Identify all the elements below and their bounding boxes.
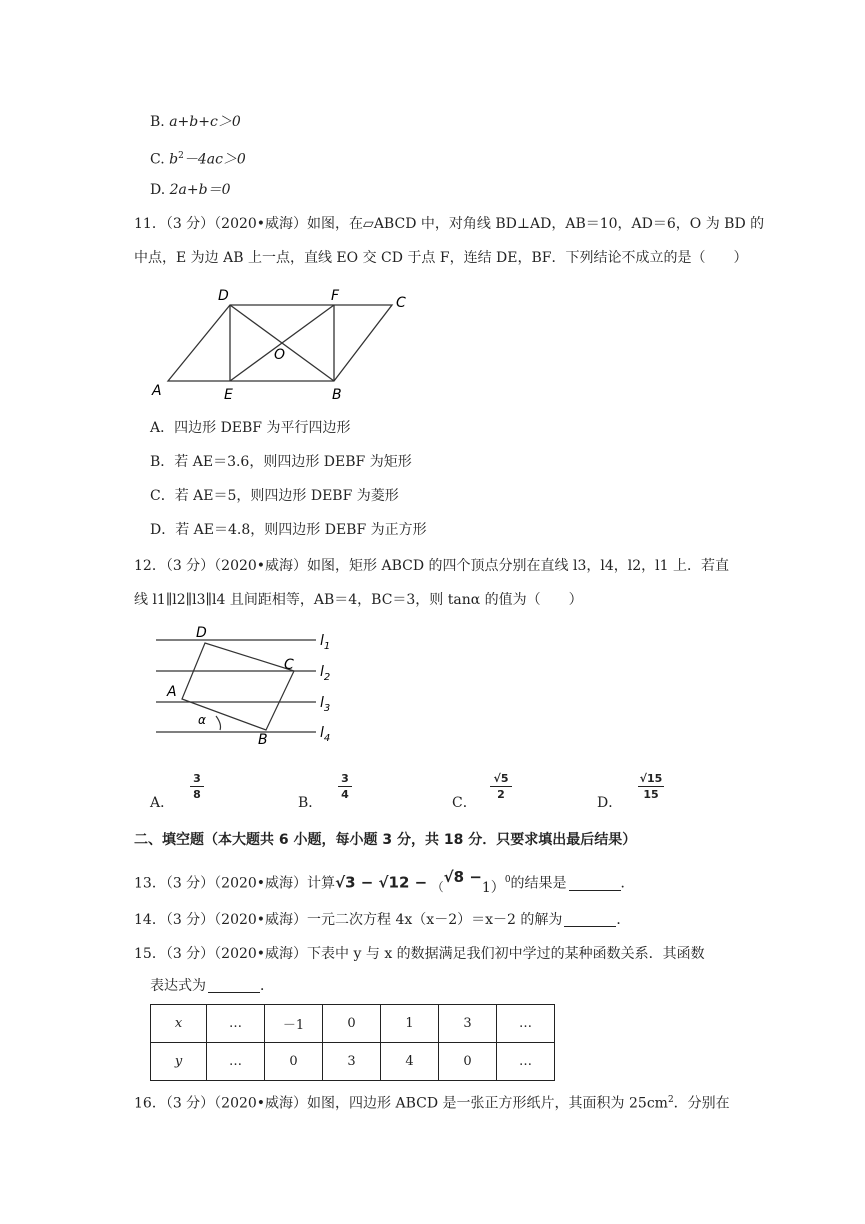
q11-option-b: B．若 AE＝3.6，则四边形 DEBF 为矩形 <box>150 454 412 470</box>
option-b: B. a+b+c＞0 <box>150 114 241 130</box>
q12-option-c-fraction: √5 2 <box>490 772 512 801</box>
table-row: x … －1 0 1 3 … <box>151 1005 555 1043</box>
q12-label-l4: $l_4$ <box>320 725 331 744</box>
q12-option-a-fraction: 3 8 <box>190 772 204 801</box>
q12-option-a-label: A． <box>150 795 175 811</box>
q12-label-a: A <box>167 684 177 700</box>
q11-option-c: C．若 AE＝5，则四边形 DEBF 为菱形 <box>150 488 399 504</box>
q14-answer-blank[interactable] <box>564 912 616 927</box>
q12-option-d-fraction: √15 15 <box>639 772 663 801</box>
q12-rectangle-figure <box>150 620 350 750</box>
q12-line2: 线 l1∥l2∥l3∥l4 且间距相等，AB＝4，BC＝3，则 tanα 的值为（ ） <box>134 592 583 608</box>
q12-line1: 12．（3 分）（2020•威海）如图，矩形 ABCD 的四个顶点分别在直线 l3，l4，l2，l1 上．若直 <box>134 558 729 574</box>
option-b-expr: a+b+c＞0 <box>169 114 241 130</box>
q15-line2: 表达式为 ． <box>150 978 274 994</box>
q11-option-a: A．四边形 DEBF 为平行四边形 <box>150 420 351 436</box>
q12-label-b: B <box>258 732 268 748</box>
option-d: D. 2a+b＝0 <box>150 182 231 198</box>
q11-label-a: A <box>152 383 162 399</box>
q12-label-alpha: α <box>198 713 206 727</box>
data-table <box>150 1004 555 1081</box>
q15-line1: 15．（3 分）（2020•威海）下表中 y 与 x 的数据满足我们初中学过的某种函数关系．其函数 <box>134 946 705 962</box>
q11-label-o: O <box>274 347 286 363</box>
q12-label-l1: $l_1$ <box>320 633 331 652</box>
q11-option-d: D．若 AE＝4.8，则四边形 DEBF 为正方形 <box>150 522 427 538</box>
q16: 16．（3 分）（2020•威海）如图，四边形 ABCD 是一张正方形纸片，其面积为 $25cm^2$．分别在 <box>134 1095 730 1112</box>
q11-parallelogram-figure <box>150 285 420 405</box>
q12-option-b-fraction: 3 4 <box>338 772 352 801</box>
q13: 13．（3 分）（2020•威海）计算$√3 - √12 - (√8 -1)^0$的结果是 ． <box>134 867 635 896</box>
q12-option-d-label: D． <box>597 795 623 811</box>
q12-option-b-label: B． <box>298 795 323 811</box>
section-heading: 二、填空题（本大题共 6 小题，每小题 3 分，共 18 分．只要求填出最后结果） <box>134 832 637 848</box>
q14: 14．（3 分）（2020•威海）一元二次方程 4x（x－2）＝x－2 的解为 ． <box>134 912 631 928</box>
q11-line1: 11．（3 分）（2020•威海）如图，在▱ABCD 中，对角线 BD⊥AD，AB＝10，AD＝6，O 为 BD 的 <box>134 216 765 232</box>
q11-label-f: F <box>331 288 340 304</box>
q12-option-c-label: C． <box>452 795 477 811</box>
q11-label-e: E <box>224 387 233 403</box>
q12-label-c: C <box>284 657 294 673</box>
q13-expression: √3 − √12 − <box>335 873 428 892</box>
q13-answer-blank[interactable] <box>569 876 621 891</box>
q11-label-b: B <box>332 387 342 403</box>
q11-label-d: D <box>218 288 229 304</box>
q12-label-l2: $l_2$ <box>320 664 331 683</box>
table-row: y … 0 3 4 0 … <box>151 1043 555 1081</box>
q11-label-c: C <box>396 295 406 311</box>
q15-answer-blank[interactable] <box>208 978 260 993</box>
q12-label-l3: $l_3$ <box>320 695 331 714</box>
q12-label-d: D <box>196 625 207 641</box>
option-c: C. $b^2-4ac>0$ <box>150 151 246 168</box>
q11-line2: 中点，E 为边 AB 上一点，直线 EO 交 CD 于点 F，连结 DE，BF．下列结论不成立的是（ ） <box>134 250 748 266</box>
